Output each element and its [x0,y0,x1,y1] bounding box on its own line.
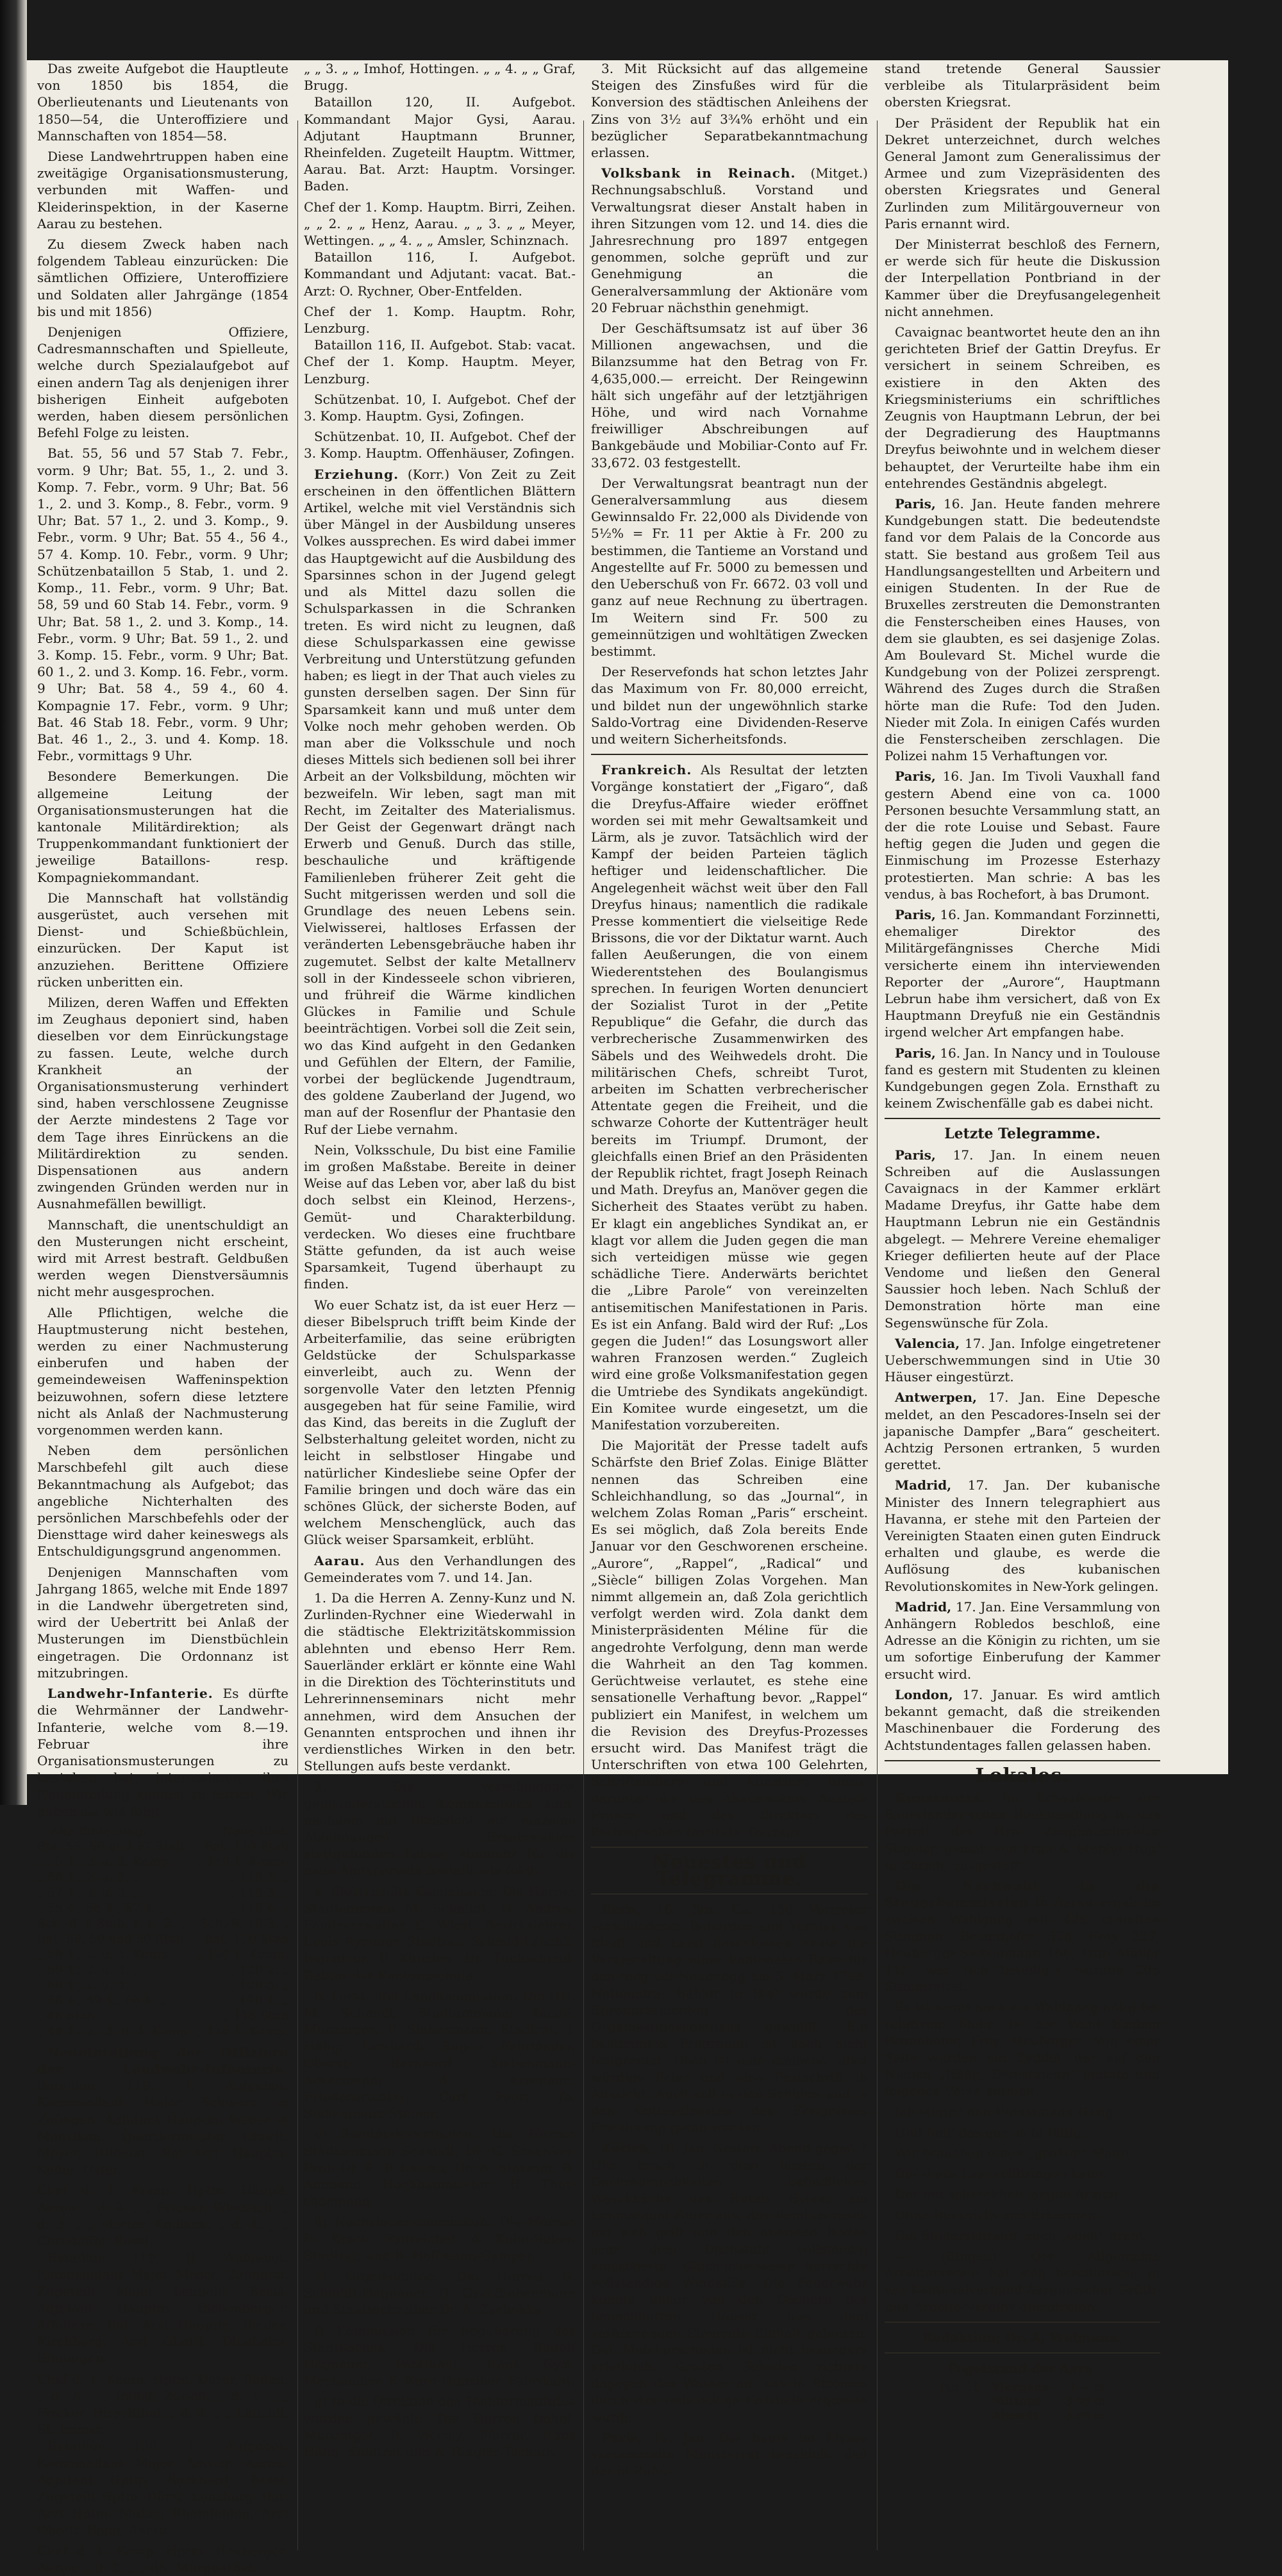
date-cell: Jan. 15. [940,2381,985,2395]
table-row [37,2008,288,2023]
article-text: 16. Jan. Gestern Abend gegen 7 Uhr brach in dem letzten der Dachräumlichkeiten befindlichen Waschküche des Hotels Bylant am Limmatquai Feuer aus, das ziemlich rasch um sich griff und den obersten Boden samt dem Dachstuhl vollständig einäscherte. Glücklicherweise herrschte vollständige Windstille. Die Feuerwehr konnte daher von den Dächern der benachbarten Häuser aus dem verheerenden Elemente Einhalt gebieten. Der Mobiliarschaden ist nicht besonders erheblich. Großen Schaden richtete dagegen das Wasser an, das in Strömen durch das vielstöckige Gebäude ergossen wurde. [591,2140,869,2425]
officer-list: Chef d. 1. Komp. Hptm. Häupli, Aarau. „ d. 2. „ „ Fricker, Windisch. „ d. 3. „ „ Matter, Kölliken. „ d. 4. „ „ Christoffel, Basel. [37,2182,288,2248]
column-1 [37,60,288,2575]
level-cell: 3.98 m [1065,2409,1105,2423]
time-cell: Mittags [992,2395,1042,2409]
article-frankreich [591,761,868,1433]
section-heading-letzte-telegramme: Letzte Telegramme. [944,1126,1101,1143]
table-header-old: Alte Einteilung. [50,1824,147,1838]
telegram-paris [885,1147,1160,1331]
table-row [37,1854,288,1870]
time-cell: Morgens [992,2381,1049,2395]
telegram-zuerich [591,2140,868,2425]
paragraph: Der Präsident der Republik hat ein Dekret unterzeichnet, durch welches General Jamont zum Generalissimus der Armee und zum Vizepräsidenten des obersten Kriegsrates und General Zurlinden zum Militärgouverneur von Paris ernannt wird. [885,115,1160,231]
section-heading-telegramme: Neuestes und Telegramme. [652,1851,807,1891]
paragraph: Bataillon 120, I. Aufgebot. Kommandant Major Amsler, Aarau. Adjutant Hptm. Burkhard, Basel. Zugeteilt Hptm. Dürst, Lenzburg. Bat. Arzt Hptm. Müller, Rheinfelden, Arzt Oberlt. Bopp, Aarau. [37,2438,288,2538]
verse-block [885,2104,1160,2244]
old-unit-cell: „ 56 1., 2. u. 3. „ [37,1870,139,1884]
verse-line: Die Steuerschraub' nach „oben“ dreht. [895,2227,1149,2243]
telegram-paris [591,2429,868,2480]
paragraph: Neben dem persönlichen Marschbefehl gilt auch diese Bekanntmachung als Aufgebot; das angebliche Nichterhalten des persönlichen Marschbefehls oder der Diensttage wird daher keineswegs als Entschuldigungsgrund angenommen. [37,1443,288,1559]
table-row [37,1931,288,1947]
old-unit-cell: „ 55 4., 56 4., 57 4. „ [37,1900,166,1915]
level-cell: 4.— m [1068,2381,1105,2395]
article-kicker: Aarau. [314,1552,365,1568]
new-unit-cell: „ 119 4. „ [229,1900,288,1915]
paragraph: Der Reservefonds hat schon letztes Jahr das Maximum von Fr. 80,000 erreicht, und bildet nun der ungewöhnlich starke Saldo-Vortrag eine Dividenden-Reserve und weitern Sicherheitsfonds. [591,664,868,747]
column-3 [591,60,868,2557]
article-landwehr [37,1685,288,1820]
table-row [940,2395,1105,2409]
old-unit-cell: „ 60 1., 2. u. 3. „ [37,1977,139,1992]
paragraph: Das zweite Aufgebot die Hauptleute von 1850 bis 1854, die Oberlieutenants und Lieutenants von 1850—54, die Unteroffiziere und Mannschaften von 1854—58. [37,61,288,144]
article-nachwahl [885,1877,1160,1995]
table-row [37,1870,288,1885]
article-text: Aus den Verhandlungen des Gemeinderates vom 7. und 14. Jan. [304,1552,576,1585]
section-divider [885,1760,1160,1761]
new-unit-cell: Sch.-B. 10 3. „ [199,1916,288,1931]
article-text: in Aarau ergab im zweiten Wahlgang mit 429 erhielten Stimmen: Brunnhofer 328, Frey 227, Heuberger-Siebenmann 156, Otto Müller 112, wer sich beteiligte wurden 205 Stimmzettel. [885,1895,1160,1995]
paragraph: stand tretende General Saussier verbleibe als Titularpräsident beim obersten Kriegsrat. [885,61,1160,110]
dateline: Paris, [895,906,936,922]
new-unit-cell: „ 120 1. Komp. [196,1947,288,1961]
old-unit-cell: Bat. 55, 56 und 57 Stab [37,1839,184,1854]
paragraph: Schützenbat. 10, II. Aufgebot. Chef der 3. Komp. Hauptm. Offenhäuser, Zofingen. [304,429,576,461]
new-unit-cell: „ 120 4. „ [229,1993,288,2007]
water-level-heading: Pegelstand der Aare. [947,2361,1097,2376]
officer-list: Chef d. 1. Komp. Hptm. Heuberger, Aarau. „ d. 2. „ „ Ith, Murgenthal. [37,2543,288,2575]
paragraph: Denjenigen Offiziere, Cadresmannschaften und Spielleute, welche durch Spezialaufgebot auf einen andern Tag als denjenigen ihrer bisherigen Einheit aufgeboten werden, haben diesem persönlichen Befehl Folge zu leisten. [37,324,288,441]
verse-line: Der mit schrecklich langen Armen [895,2186,1119,2202]
section-divider [885,2352,1160,2354]
paragraph: Der Verwaltungsrat beantragt nun der Generalversammlung aus diesem Gewinnsaldo Fr. 22,000 als Dividende von 5½% = Fr. 11 per Aktie à Fr. 200 zu bestimmen, die Tantieme an Vorstand und Angestellte auf Fr. 5000 zu bemessen und den Ueberschuß von Fr. 6672. 03 voll und ganz auf neue Rechnung zu übertragen. Im Weitern sind Fr. 500 zu gemeinnützigen und wohltätigen Zwecken bestimmt. [591,475,868,659]
article-volksbank [591,165,868,316]
table-body [37,1839,288,2039]
date-cell [940,2409,992,2423]
new-unit-cell: „ 119 2. „ [229,1870,288,1884]
old-unit-cell: „ 46 Stab [37,2008,96,2023]
paragraph: e) Orgelkomitee: Die Herren G. Schmidt-Hagnauer, O. Gysi-Siebenmann und Staatsschreiber Dr. A. Zschokke. [304,2268,576,2318]
officer-list: Chef der 1. Komp. Hauptm. Birri, Zeihen. „ „ 2. „ „ Henz, Aarau. „ „ 3. „ „ Meyer, Wettingen. „ „ 4. „ „ Amsler, Schinznach. [304,199,576,249]
paragraph: c) Sanitätskommission: Die Herren Stadtammann Schmidt, Dr. G. Schenker, Prof. Dr. E. P. Liechti, Dr. A. Stäbelin, R. Ammann, Hochbaumeister, H. Thut-Gidemann. [304,2126,576,2209]
paragraph: Der Ministerrat beschloß des Fernern, er werde sich für heute die Diskussion der Interpellation Pontbriand in der Kammer über die Dreyfusangelegenheit nicht annehmen. [885,237,1160,319]
paragraph: a. Elektrizitäts-Kommission: Die Herren Stadtammann M. Schmidt, G. Andres, Fondsverwalter, C. Wiest, Bezirkslehrer, Louis Rychner, Stadtrat, Schmid-Läuchli, Ingenieur, F. Künzlen, Dr. Tuchschmid, Rektor der Kantonsschule. [304,1883,576,1983]
time-cell: Abends [992,2409,1039,2423]
article-text: 15. Jan. Der heute im Elysee versammelte Ministerrat beschloß, daß der in Ruhe- [591,2429,868,2479]
paragraph: Chef der 1. Komp. Hauptm. Rohr, Lenzburg. [304,303,576,337]
telegram-london [885,1686,1160,1754]
dateline: Paris, [601,2429,642,2445]
telegram-madrid [885,1477,1160,1594]
officer-list: „ „ 3. „ „ Imhof, Hottingen. „ „ 4. „ „ Graf, Brugg. [304,61,576,94]
table-row [37,1947,288,1962]
paragraph: Der Geschäftsumsatz ist auf über 36 Millionen angewachsen, und die Bilanzsumme hat den Betrag von Fr. 4,635,000.— erreicht. Der Reingewinn hält sich ungefähr auf der letztjährigen Höhe, und wird nach Vornahme freiwilliger Abschreibungen auf Bankgebäude und Mobiliar-Conto auf Fr. 33,672. 03 festgestellt. [591,320,868,470]
paragraph: Bataillon 116, II. Aufgebot. Stab: vacat. Chef der 1. Komp. Hauptm. Meyer, Lenzburg. [304,337,576,386]
dateline: Zürich, [601,2140,653,2156]
old-unit-cell: „ 58 1., 2. u. 3. Komp. [37,1947,172,1961]
table-row [37,1916,288,1931]
dateline: Paris, [895,496,936,512]
paragraph: g) In die Direktion des Töchterinstitutes wurden gewählt: Die Herren Imhof-Munzinger, R. Wernly, Pfarrer, Hans Häfig, Stadtrat und A. Ringier-Tschudy. [304,2393,576,2460]
paragraph: Alle Pflichtigen, welche die Hauptmusterung nicht bestehen, werden zu einer Nachmusterung einberufen und haben der gemeindeweisen Waffeninspektion beizuwohnen, sofern diese letztere nicht als Anlaß der Nachmusterung vorgenommen werden kann. [37,1304,288,1438]
water-level-table [940,2381,1105,2423]
old-unit-cell: Bat. 58, 59 und 60 Stab [37,1931,184,1946]
level-cell: 3.98 m [1065,2395,1105,2409]
article-kunstnotiz [885,1790,1160,1874]
old-unit-cell: „ 57 1., 2. u. 3. „ [37,1885,139,1900]
officer-list: Chef d. 1. Komp. Hptm. Dorer, Baden. „ d. 2. „ „ Imhof, Zürich. „ d. 3. „ „ Fricker, Hirschthal. „ d. 4. „ „ Läuchli, St. Immer. [37,2371,288,2438]
paragraph: — (Eingel.) Der Allgemeine Arbeiterverein hat sich beschlossen, in der Kantonalverband Aargauischer Grütli- und Arbeitervereine einzutreten. [885,2248,1160,2314]
paragraph: Wo euer Schatz ist, da ist euer Herz — dieser Bibelspruch trifft beim Kinde der Arbeiterfamilie, das seine erübrigten Geldstücke der Schulsparkasse einverleibt, auch zu. Wenn der sorgenvolle Vater den letzten Pfennig ausgegeben hat für seine Familie, wird das Kind, das bereits in die Zugluft der Selbsterhaltung geleitet worden, nicht zu leicht in selbstloser Hingabe und natürlicher Kindesliebe seine Opfer der Familie bringen und doch wäre das ein schönes Glück, der sicherste Boden, auf welchem Menschenglück, auch das Glück weiser Sparsamkeit, erblüht. [304,1297,576,1548]
column-2 [304,60,576,2557]
section-divider [591,1847,868,1848]
table-row [940,2409,1105,2423]
section-divider [591,1893,868,1895]
column-rule [583,120,584,2550]
old-unit-cell: „ 58 4., 59 4., 60 4. „ [37,1993,166,2007]
section-heading-lokales: Lokales. [975,1764,1070,1787]
editor-signature: Redaktion: Dr. A. Widmann. [922,2329,1123,2345]
paragraph: Bataillon 120, II. Aufgebot. Kommandant Major Gysi, Aarau. Adjutant Hauptmann Brunner, Rheinfelden. Zugeteilt Hauptm. Wittmer, Aarau. Bat. Arzt: Hauptm. Vorsinger. Baden. [304,94,576,194]
telegram-paris [885,1045,1160,1112]
new-unit-cell: „ 119 1. Komp. [196,1854,288,1869]
paragraph: 1. Da die Herren A. Zenny-Kunz und N. Zurlinden-Rychner eine Wiederwahl in die städtische Elektrizitätskommission ablehnten und ebenso Herr Rem. Sauerländer erklärt er könnte eine Wahl in die Direktion des Töchterinstituts und Lehrerinnenseminars nicht mehr annehmen, wird dem Ansuchen der Genannten entsprochen und ihnen ihr verdienstliches Wirken in den betr. Stellungen aufs beste verdankt. [304,1590,576,1774]
section-divider [885,1118,1160,1119]
article-text: 16. Jan. Heute fanden mehrere Kundgebungen statt. Die bedeutendste fand vor dem Palais de la Concorde aus statt. Sie bestand aus großem Teil aus Handlungsangestellten und Arbeitern und einigen Studenten. In der Rue de Bruxelles zerstreuten die Demonstranten die Fensterscheiben eines Hauses, von dem sie glaubten, es sei dasjenige Zolas. Am Boulevard St. Michel wurde die Kundgebung von der Polizei zersprengt. Während des Zuges durch die Straßen hörte man die Rufe: Tod den Juden. Nieder mit Zola. In einigen Cafés wurden die Fensterscheiben zerschlagen. Die Polizei nahm 15 Verhaftungen vor. [885,496,1161,764]
article-kicker: Volksbank in Reinach. [601,165,796,181]
paragraph: Denjenigen Mannschaften vom Jahrgang 1865, welche mit Ende 1897 in die Landwehr übergetreten sind, wird der Uebertritt bei Anlaß der Musterungen im Dienstbüchlein eingetragen. Die Ordonnanz ist mitzubringen. [37,1564,288,1681]
paragraph: Cavaignac beantwortet heute den an ihn gerichteten Brief der Gattin Dreyfus. Er versichert in seinem Schreiben, es existiere in den Akten des Kriegsministeriums ein schriftliches Zeugnis von Hauptmann Lebrun, der bei der Degradierung des Hauptmanns Dreyfus beiwohnte und in welchem dieser behauptet, der Verurteilte habe ihm ein entehrendes Geständnis abgelegt. [885,324,1160,491]
dateline: Paris, [895,769,936,785]
section-divider [885,2322,1160,2323]
paragraph: b. Forst- und Landkommission: Die HH. M. Schmidt, Stadtammann; Imhof-Munzinger; F. Siebenmann, Stadtrat; J. Häfig; Lienhard; Eugen Fahrländer, Oberst; Bernhard Siebenmann-Ackermann; A. Erismann, Friedensrichter; Carl Feer; Jb. Siebenmann-Steiner. [304,1988,576,2122]
verse-line: Und find' das gar nicht läßig [895,2124,1081,2140]
table-header-new: Neue Eint. [222,1824,288,1838]
verse-line: Ich stimm' den Dienstmann Häfig [895,2104,1113,2120]
table-row [940,2381,1105,2395]
article-text: 17. Jan. In einem neuen Schreiben auf die Auslassungen Cavaignacs in der Kammer erklärt Madame Dreyfus, ihr Gatte habe dem Hauptmann Lebrun nie ein Geständnis abgelegt. — Mehrere Vereine ehemaliger Krieger defilierten heute auf der Place Vendome und ließen den General Saussier hoch leben. Nach Schluß der Demonstration hörte man eine Segenswünsche für Zola. [885,1147,1160,1331]
table-row [37,2023,288,2039]
paragraph: 3. Mit Rücksicht auf das allgemeine Steigen des Zinsfußes wird für die Konversion des städtischen Anleihens der Zins von 3½ auf 3¾% erhöht und ein bezüglicher Separatbekanntmachung erlassen. [591,61,868,161]
verse-line: Der diese Last vollbringen kann, [895,2166,1107,2182]
table-row [37,1885,288,1900]
verse-line: Ohne Rücksicht und Erbarmen [895,2207,1096,2223]
article-text: 17. Jan. Infolge eingetretener Ueberschwemmungen sind in Utie 30 Häuser eingestürzt. [885,1335,1161,1385]
paragraph: f) Kommission für Regulierung des Stadtbaches: Die Herren Rudolf Hegnauer, Fabrikant, Hans Gysi, Mechaniker, E. Kern-Hunziker, Fabrikant. [304,2322,576,2389]
dateline: Valencia, [895,1335,960,1351]
article-aarau [304,1552,576,1586]
paragraph: Mannschaft, die unentschuldigt an den Musterungen nicht erscheint, wird mit Arrest bestraft. Geldbußen werden wegen Dienstversäumnis nicht mehr ausgesprochen. [37,1217,288,1300]
article-text: 16. Jan. Kommandant Forzinnetti, ehemaliger Direktor des Militärgefängnisses Cherche Midi versicherte einem ihn interviewenden Reporter der „Aurore“, Hauptmann Lebrun habe ihm versichert, daß von Ex Hauptmann Dreyfuß nie ein Geständnis irgend welcher Art empfangen habe. [885,906,1160,1040]
article-text: 17. Jan. Der kubanische Minister des Innern telegraphiert aus Havanna, er stehe mit den Parteien der Vereinigten Staaten einen guten Eindruck erhalten und glaube, es werde die Auflösung des kubanischen Revolutionskomites in New-York gelingen. [885,1477,1160,1594]
article-kicker: Landwehr-Infanterie. [47,1686,213,1702]
table-row [37,1900,288,1916]
table-row [37,1977,288,1993]
article-text: 17. Jan. Eine Versammlung von Anhängern Robledos beschloß, eine Adresse an die Königin zu richten, um sie um sofortige Einberufung der Kammer ersucht wird. [885,1599,1160,1682]
paragraph: Schützenbat. 10, I. Aufgebot. Chef der 3. Komp. Hauptm. Gysi, Zofingen. [304,391,576,424]
date-cell [940,2395,992,2409]
article-text: 16. Jan. Ca. 150 Vertreter verschiedener Behörden und Vereine von Stadt und Land beschlossen heute die Veranstaltung einer kantonalen Feier für den Sieg bei Neuenegg am 5. März 1798. Nationalrat Bähler in Biel wurde zum Ehrenpräsidenten des Organisationskomitees gewählt. Ein bestimmtes Programm ist noch nicht festgesetzt. Doch ist eine einfache, aber würdige Feier und eine Festschrift in Aussicht. Auch soll in den Schulen und in den Gottesdiensten des Ereignisses Erwähnung getan werden. [591,1901,869,2136]
paragraph: Bataillon 119, II. Aufgebot. Kommandant Major Moser, Zofingen. Zugeteilt Major Leupold, Basel. Adjutant Hauptm. Eichenberger, Affoltern. Bat. Arzt Hauptm. Bieder, Kirchberg. Arzt Oberlt. Ditisheim, Binningen. [37,2250,288,2366]
new-unit-cell: „ 116 1. Komp. [196,2023,288,2038]
old-unit-cell: „ 46 1., 2., 3. u. 4. Komp. [37,2023,192,2038]
dateline: Madrid, [895,1599,952,1615]
verse-line: Wir brauchen einen „großen“ Mann, [895,2145,1133,2161]
table-row [37,1839,288,1854]
article-text: 17. Jan. Eine Depesche meldet, an den Pescadores-Inseln sei der japanische Dampfer „Bara“ gescheitert. Achtzig Personen ertranken, 5 wurden gerettet. [885,1390,1160,1473]
dateline: Madrid, [895,1477,952,1493]
telegram-paris [885,906,1160,1041]
article-kicker: Kunstnotiz. [895,1790,985,1806]
paragraph: Diese Landwehrtruppen haben eine zweitägige Organisationsmusterung, verbunden mit Waffen- und Kleiderinspektion, in der Kaserne Aarau zu bestehen. [37,149,288,231]
column-rule [877,120,878,2550]
old-unit-cell: Sch.-B. 5 Stab, 1. u. 2. „ [37,1916,186,1931]
column-4 [885,60,1160,2557]
article-kicker: Frankreich. [601,762,692,778]
new-unit-cell: „ 116 Stab [222,2008,288,2023]
dateline: Antwerpen, [895,1390,977,1406]
paragraph: Zu diesem Zweck haben nach folgendem Tableau einzurücken: Die sämtlichen Offiziere, Unteroffiziere und Soldaten aller Jahrgänge (1854 bis und mit 1856) [37,237,288,319]
paragraph: 2. Die verschiedenen gemeinderätlichen Kommissionen sind, nachdem mit Rücksicht auf einzelne Ablehnungen Ersatzwahlen stattgefunden haben, nunmehr für die neue Amtsperiode bestellt wie folgt: [304,1779,576,1879]
paragraph: Bataillon 116, I. Aufgebot. Kommandant und Adjutant: vacat. Bat.-Arzt: O. Rychner, Ober-Entfelden. [304,249,576,299]
paragraph: Bat. 55, 56 und 57 Stab 7. Febr., vorm. 9 Uhr; Bat. 55, 1., 2. und 3. Komp. 7. Febr., vorm. 9 Uhr; Bat. 56 1., 2. und 3. Komp., 8. Febr., vorm. 9 Uhr; Bat. 57 1., 2. und 3. Komp., 9. Febr., vorm. 9 Uhr; Bat. 55 4., 56 4., 57 4. Komp. 10. Febr., vorm. 9 Uhr; Schützenbataillon 5 Stab, 1. und 2. Komp., 11. Febr., vorm. 9 Uhr; Bat. 58, 59 und 60 Stab 14. Febr., vorm. 9 Uhr; Bat. 58 1., 2. und 3. Komp., 14. Febr., vorm. 9 Uhr; Bat. 59 1., 2. und 3. Komp. 15. Febr., vorm. 9 Uhr; Bat. 60 1., 2. und 3. Komp. 16. Febr., vorm. 9 Uhr; Bat. 58 4., 59 4., 60 4. Kompagnie 17. Febr., vorm. 9 Uhr; Bat. 46 Stab 18. Febr., vorm. 9 Uhr; Bat. 46 1., 2., 3. und 4. Komp. 18. Febr., vormittags 9 Uhr. [37,445,288,764]
new-unit-cell: „ 120 2. „ [229,1962,288,1977]
old-unit-cell: „ 59 1., 2. u. 3. „ [37,1962,139,1977]
telegram-paris [885,768,1160,902]
telegram-paris [885,495,1160,764]
article-kicker: Neueinteilung der Offiziere der Landwehr-Infanterie. [37,2044,288,2077]
paragraph: d) Nachsteuerkommission: Die Herren H. Brack, Polizeichef, A. Kuhn-Suber, Stadtrat, und E. Hoffmann-Gamper. [304,2214,576,2263]
table-row [37,1962,288,1977]
article-text: 16. Jan. In Nancy und in Toulouse fand es gestern mit Studenten zu kleinen Kundgebungen gegen Zola. Ernsthaft zu keinem Zwischenfälle gab es dabei nicht. [885,1045,1161,1111]
dateline: London, [895,1686,953,1702]
table-body [940,2381,1105,2423]
article-erziehung [304,466,576,1138]
article-text: 17. Januar. Es wird amtlich bekannt gemacht, daß die streikenden Maschinenbauer die Forderung des Achtstundentages fallen gelassen haben. [885,1686,1160,1753]
article-neueinteilung [37,2044,288,2179]
paragraph: Es ist somit noch ein Wahlgang nötig bei relativem Mehr. In der Wahl bleiben Brunnhofer, Frey, Heuberger. Von einer Seite wurden ein Zeddel, der auf den Namen „Häfig, Dienstmann“ lautete und folgende Verse enthielt: [885,1999,1160,2099]
article-kicker: Erziehung. [314,466,399,482]
unit-reassignment-table [37,1824,288,2039]
article-kicker: Die Nachwahl in die Steuerkommission [885,1877,1160,1911]
scan-left-edge [0,0,27,1805]
article-text: Bataillon 119, I. Aufgebot. Kommandant Major Schwarz in Zofingen. Adjutant Hauptm. Weber in Menziken. Quartiermeister Oberlt. Meyer, Hilfikon. Bat.-Arzt Hauptm. Keller, Uster. [37,2078,288,2178]
table-header-row [37,1824,288,1839]
section-divider [591,754,868,755]
new-unit-cell: „ 119 3. „ [229,1885,288,1900]
dateline: Paris, [895,1045,936,1061]
dateline: Paris, [895,1147,936,1163]
paragraph: Besondere Bemerkungen. Die allgemeine Leitung der Organisationsmusterungen hat die kantonale Militärdirektion; als Truppenkommandant funktioniert der jeweilige Bataillons- resp. Kompagniekommandant. [37,769,288,885]
dateline: Bern, [601,1901,641,1917]
article-text: (Mitget.) Rechnungsabschluß. Vorstand und Verwaltungsrat dieser Anstalt haben in ihren Sitzungen vom 12. und 14. dies die Jahresrechnung pro 1897 entgegen genommen, solche geprüft und zur Genehmigung an die Generalversammlung der Aktionäre vom 20 Februar nächsthin genehmigt. [591,165,868,315]
paragraph: Nein, Volksschule, Du bist eine Familie im großen Maßstabe. Bereite in deiner Weise auf das Leben vor, aber laß du bist doch selbst ein Kleinod, Herzens-, Gemüt- und Charakterbildung. verdecken. Wo dieses eine fruchtbare Stätte gefunden, da ist auch weise Sparsamkeit, Tugend überhaupt zu finden. [304,1142,576,1292]
paragraph: Die Mannschaft hat vollständig ausgerüstet, auch versehen mit Dienst- und Schießbüchlein, einzurücken. Der Kaput ist anzuziehen. Berittene Offiziere rücken unberitten ein. [37,890,288,990]
article-text: 16. Jan. Im Tivoli Vauxhall fand gestern Abend eine von ca. 1000 Personen besuchte Versammlung statt, an der die rote Louise und Sebast. Faure heftig gegen die Juden und gegen die Einmischung im Prozesse Esterhazy protestierten. Man schrie: A bas les vendus, à bas Rochefort, à bas Drumont. [885,769,1160,902]
article-text: (Korr.) Von Zeit zu Zeit erscheinen in den öffentlichen Blättern Artikel, welche mit viel Verständnis sich über Mängel in der Ausbildung unseres Volkes aussprechen. Es wird dabei immer das Hauptgewicht auf die Ausbildung des Sparsinnes schon in der Jugend gelegt und als Mittel dazu sollen die Schulsparkassen in die Schranken treten. Es wird nicht zu leugnen, daß diese Schulsparkassen eine gewisse Verbreitung und Unterstützung gefunden haben; es liegt in der That auch vieles zu gunsten derselben sagen. Der Sinn für Sparsamkeit kann und muß unter dem Volke noch mehr gehoben werden. Ob man aber die Volksschule und noch dieses Mittels sich bedienen soll bei ihrer Arbeit an der Volksbildung, möchten wir bezweifeln. Wir leben, sagt man mit Recht, im Zeitalter des Materialismus. Der Geist der Gegenwart drängt nach Erwerb und Genuß. Durch das stille, beschauliche und kräftigende Familienleben früherer Zeit geht die Sucht mitgerissen werden und soll die Grundlage des neuen Lebens sein. Vielwisserei, haltloses Erfassen der veränderten Lebensgebräuche haben ihr zugemutet. Selbst der kalte Metallnerv soll in der Kindesseele schon vibrieren, und frühreif die Wärme kindlichen Glückes in Familie und Schule beeinträchtigen. Vorbei soll die Zeit sein, wo das Kind aufgeht in den Gedanken und Gefühlen der Eltern, der Familie, vorbei der beglückende Jugendtraum, des goldene Zauberland der Jugend, wo man auf der Rosenflur der Phantasie den Ruf der Liebe vernahm. [304,466,576,1137]
article-text: Als Resultat der letzten Vorgänge konstatiert der „Figaro“, daß die Dreyfus-Affaire wieder eröffnet worden sei mit mehr Gewaltsamkeit und Lärm, als je zuvor. Tatsächlich wird der Kampf der beiden Parteien täglich heftiger und leidenschaftlicher. Die Angelegenheit wächst weit über den Fall Dreyfus hinaus; namentlich die radikale Presse kommentiert die vielseitige Rede Brissons, die vor der Diktatur warnt. Auch fallen Aeußerungen, die von einem Wiederentstehen des Boulangismus sprechen. In feurigen Worten denunciert der Sozialist Turot in der „Petite Republique“ die Gefahr, die durch das verbrecherische Zusammenwirken des Säbels und des Weihwedels droht. Die militärischen Chefs, schreibt Turot, arbeiten im Schatten verbrecherischer Attentate gegen die Freiheit, und die schwarze Cohorte der Kuttenträger heult bereits im Triumpf. Drumont, der gleichfalls einen Brief an den Präsidenten der Republik richtet, fragt Joseph Reinach und Math. Dreyfus an, Manöver gegen die Sicherheit des Staates verübt zu haben. Er klagt ein angebliches Syndikat an, er klagt vor allem die Juden gegen die man sich verteidigen müsse wie gegen schädliche Tiere. Anderwärts berichtet die „Libre Parole“ von vereinzelten antisemitischen Manifestationen in Paris. Es ist ein Anfang. Bald wird der Ruf: „Los gegen die Juden!“ das Losungswort aller wahren Franzosen werden.“ Zugleich wird eine große Volksmanifestation gegen die Umtriebe des Syndikats angekündigt. Ein Komitee wurde eingesetzt, um die Manifestation vorzubereiten. [591,762,869,1433]
telegram-madrid [885,1599,1160,1683]
old-unit-cell: „ 55 1., 2. u. 3. Komp. [37,1854,172,1869]
new-unit-cell: Bat. 119 Stab [204,1839,288,1854]
new-unit-cell: „ 120 3. „ [229,1977,288,1992]
telegram-antwerpen [885,1389,1160,1473]
column-rule [297,120,298,2550]
new-unit-cell: Bat. 120 Stab [204,1931,288,1946]
article-text: Es dürfte die Wehrmänner der Landwehr-Infanterie, welche vom 8.—19. Februar ihre Organisationsmusterungen zu bestehen hat, interessieren, ihre Neueinteilung kennen zu lernen. Wir geben sie wie folgt: [37,1686,288,1819]
telegram-bern [591,1901,868,2136]
telegram-valencia [885,1335,1160,1386]
article-text: Im Schaufenster der Sauerländer'schen Buchhandlung ist das Porträt des Hrn. Zeughausdirektor Stigeler, gemalt von Frau A. Stebler-Hopf in Zürich, ausgestellt. [885,1790,1161,1873]
paragraph: Milizen, deren Waffen und Effekten im Zeughaus deponiert sind, haben dieselben vor dem Einrückungstage zu fassen. Leute, welche durch Krankheit an der Organisationsmusterung verhindert sind, haben verschlossene Zeugnisse der Aerzte mindestens 2 Tage vor dem Tage ihres Einrückens an die Militärdirektion zu senden. Dispensationen aus andern zwingenden Gründen werden nur in Ausnahmefällen bewilligt. [37,994,288,1212]
paragraph: Die Majorität der Presse tadelt aufs Schärfste den Brief Zolas. Einige Blätter nennen das Schreiben eine Schleichhandlung, so das „Journal“, in welchem Zolas Roman „Paris“ erscheint. Es sei möglich, daß Zola bereits Ende Januar vor den Geschworenen erscheine. „Aurore“, „Rappel“, „Radical“ und „Siècle“ billigen Zolas Vorgehen. Man nimmt allgemein an, daß Zola gerichtlich verfolgt werden wird. Zola dankt dem Ministerpräsidenten Méline für die angedrohte Verfolgung, denn man werde die Wahrheit an den Tag kommen. Gerüchtweise verlautet, es stehe eine sensationelle Verhaftung bevor. „Rappel“ publiziert ein Manifest, in welchem um die Revision des Dreyfus-Prozesses ersucht wird. Das Manifest trägt die Unterschriften von etwa 100 Gelehrten, Schriftstellern und Künstlern hinzu, darunter die des Akademikers Anatole France und des Direktors des Pasteur'schen Instituts, Duclaux. [591,1438,868,1840]
table-row [37,1993,288,2008]
